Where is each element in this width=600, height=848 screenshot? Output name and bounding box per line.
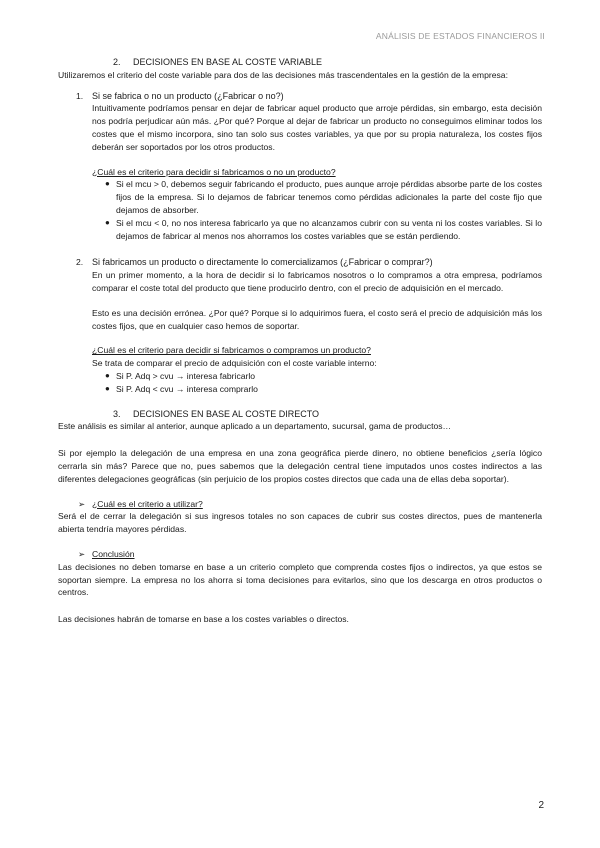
- conclusion-heading: [78, 548, 542, 561]
- section-3-number: 3.: [113, 408, 121, 419]
- item-1-title: Si se fabrica o no un producto (¿Fabricar o no?): [92, 90, 284, 101]
- list-item: [92, 178, 542, 216]
- page-content: [58, 56, 542, 626]
- section-3-paragraph-2: Si por ejemplo la delegación de una empresa en una zona geográfica pierde dinero, no obtiene beneficios ¿sería lógico cerrarla sin más? Parece que no, pues sabemos que la delegación central tiene imputados unos costes indirectos a las diferentes delegaciones geográficas (sin perjuicio de los propios costes directos que cada una de ellas deba soportar).: [58, 448, 542, 484]
- section-3-heading: [113, 408, 542, 421]
- running-header: ANÁLISIS DE ESTADOS FINANCIEROS II: [375, 31, 545, 41]
- item-1-paragraph: Intuitivamente podríamos pensar en dejar de fabricar aquel producto que arroje pérdidas, sin embargo, esta decisión nos podría perjudicar aún más. ¿Por qué? Porque al dejar de fabricar un producto no conseguimos eliminar todos los costes que el mismo incorpora, sino tan solo sus costes variables, ya que por su propia naturaleza, los costes fijos deberán ser soportados por los otros productos.: [92, 103, 542, 152]
- arrow-icon: ➢: [78, 548, 86, 559]
- section-3-title: DECISIONES EN BASE AL COSTE DIRECTO: [133, 408, 320, 419]
- conclusion-title: Conclusión: [92, 548, 135, 559]
- criterion-question-text: ¿Cuál es el criterio a utilizar?: [92, 498, 203, 509]
- bullet-icon: ●: [105, 370, 110, 380]
- section-2-number: 2.: [113, 57, 121, 67]
- bullet-text: Si P. Adq > cvu → interesa fabricarlo: [116, 370, 256, 381]
- bullet-text: Si el mcu > 0, debemos seguir fabricando el producto, pues aunque arroje pérdidas absorbe parte de los costes fijos de la empresa. Si lo dejamos de fabricar tenemos como pérdidas adicionales la parte del coste fijo que dejamos de absorber.: [116, 179, 542, 215]
- page-number: 2: [538, 800, 544, 811]
- list-item: [92, 370, 542, 383]
- bullet-text: Si P. Adq < cvu → interesa comprarlo: [116, 383, 258, 394]
- bullet-icon: ●: [105, 217, 110, 227]
- item-1-bullet-list: [92, 178, 542, 242]
- bullet-text: Si el mcu < 0, no nos interesa fabricarlo ya que no alcanzamos cubrir con su venta ni los costes variables. Si lo dejamos de fabricar al menos nos ahorramos los costes variables que se están perdiendo.: [116, 217, 542, 241]
- list-item: [92, 383, 542, 396]
- item-2-question-text: Se trata de comparar el precio de adquisición con el coste variable interno:: [92, 358, 377, 369]
- item-2-bullet-list: [92, 370, 542, 396]
- criterion-question: [78, 498, 542, 511]
- decision-item-2: [58, 256, 542, 395]
- final-paragraph: Las decisiones habrán de tomarse en base a los costes variables o directos.: [58, 614, 349, 625]
- arrow-icon: ➢: [78, 498, 86, 509]
- decision-item-1: [58, 90, 542, 243]
- bullet-icon: ●: [105, 383, 110, 393]
- item-2-question: ¿Cuál es el criterio para decidir si fabricamos o compramos un producto?: [92, 345, 371, 356]
- item-2-number: 2.: [76, 257, 84, 268]
- item-1-number: 1.: [76, 90, 84, 101]
- item-2-title: Si fabricamos un producto o directamente lo comercializamos (¿Fabricar o comprar?): [92, 257, 433, 268]
- section-3-paragraph-3: Será el de cerrar la delegación si sus ingresos totales no son capaces de cubrir sus costes directos, pues de mantenerla abierta tendría mayores pérdidas.: [58, 511, 542, 535]
- bullet-icon: ●: [105, 179, 110, 189]
- list-item: [92, 217, 542, 243]
- section-2-intro: Utilizaremos el criterio del coste variable para dos de las decisiones más trascendentales en la gestión de la empresa:: [58, 69, 508, 80]
- item-2-paragraph-2: Esto es una decisión errónea. ¿Por qué? Porque si lo adquirimos fuera, el costo será el precio de adquisición más los costes fijos, que en cualquier caso hemos de soportar.: [92, 307, 542, 331]
- conclusion-paragraph: Las decisiones no deben tomarse en base a un criterio completo que comprenda costes fijos o indirectos, ya que estos se soportan siempre. La empresa no los ahorra si toma decisiones para evitarlos, sino que los descarga en otros productos o centros.: [58, 561, 542, 598]
- section-2-title: DECISIONES EN BASE AL COSTE VARIABLE: [133, 57, 323, 67]
- item-2-paragraph: En un primer momento, a la hora de decidir si lo fabricamos nosotros o lo compramos a otra empresa, podríamos comparar el coste total del producto que tiene producirlo dentro, con el precio de adquisición en el mercado.: [92, 270, 542, 293]
- item-1-question: ¿Cuál es el criterio para decidir si fabricamos o no un producto?: [92, 166, 336, 177]
- section-2-heading: [113, 56, 542, 69]
- section-3-paragraph-1: Este análisis es similar al anterior, aunque aplicado a un departamento, sucursal, gama de productos…: [58, 421, 452, 432]
